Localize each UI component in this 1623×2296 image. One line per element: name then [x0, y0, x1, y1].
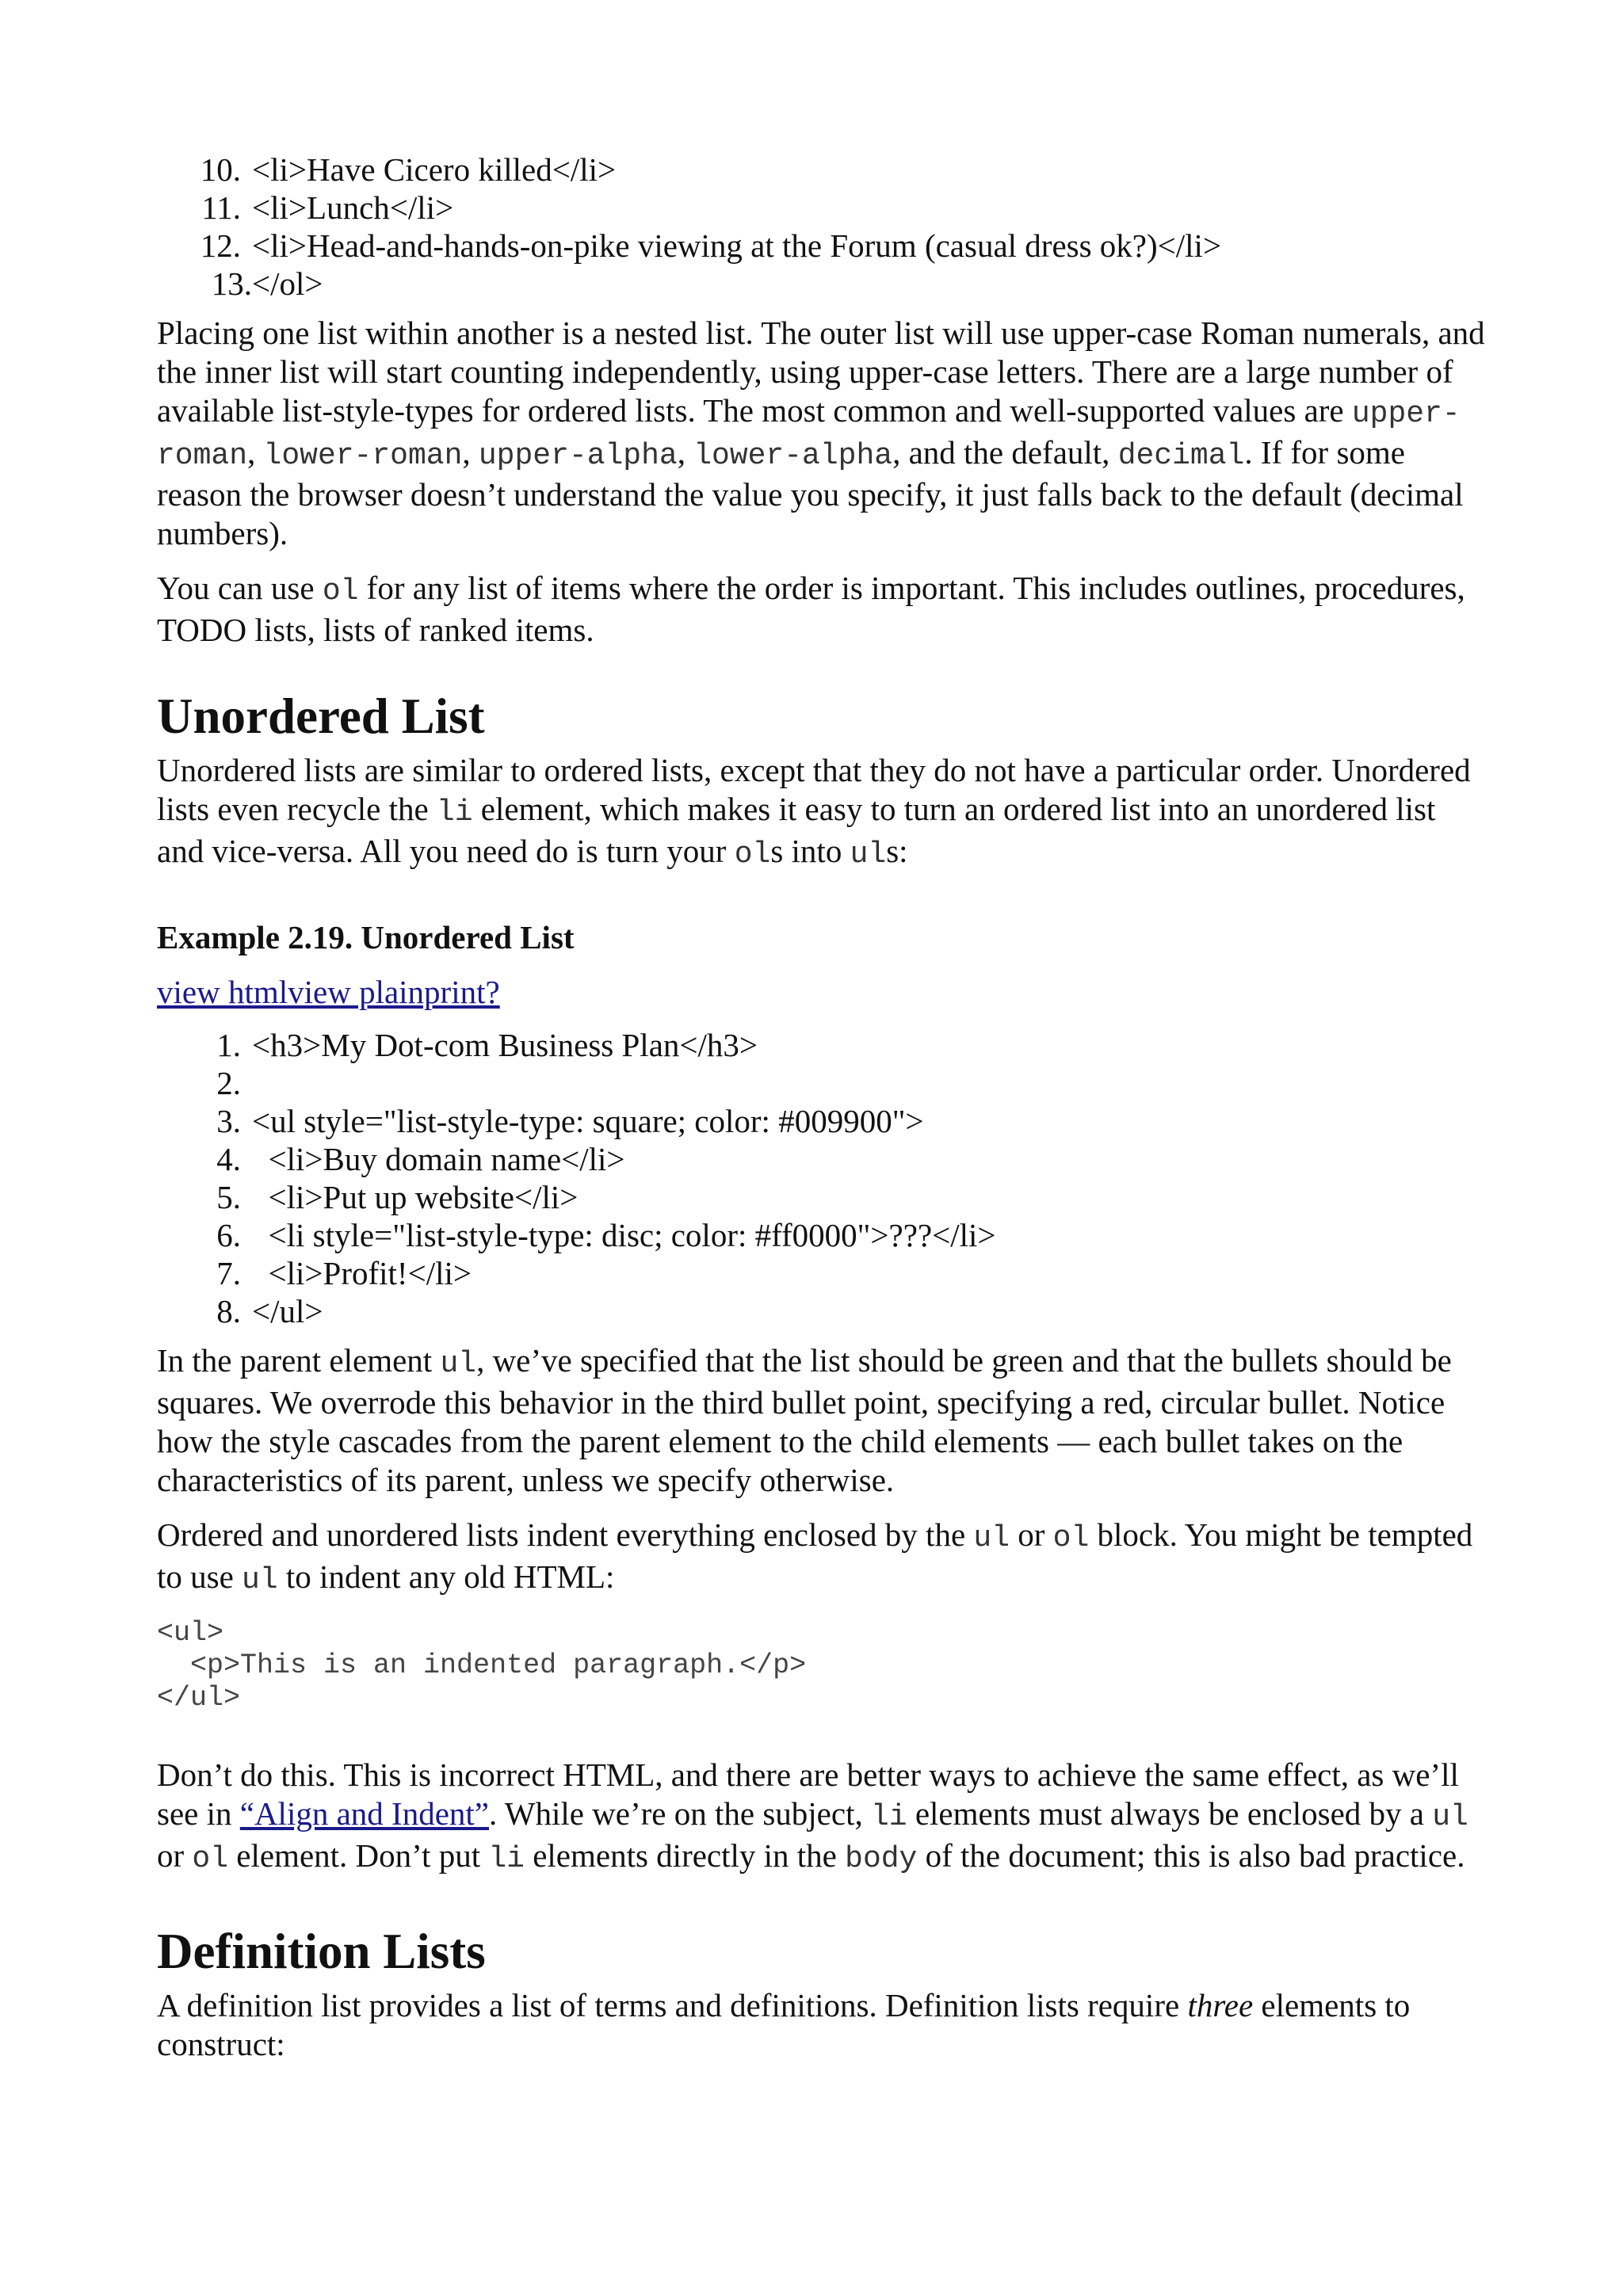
code-block: <ul> <p>This is an indented paragraph.</p> </ul>	[157, 1617, 807, 1714]
code-line: 6. <li style="list-style-type: disc; color: #ff0000">???</li>	[216, 1217, 996, 1253]
code-line: 11. <li>Lunch</li>	[201, 189, 454, 226]
paragraph-definition-intro: A definition list provides a list of terms and definitions. Definition lists require three elements to construct:	[157, 1987, 1411, 2062]
example-title: Example 2.19. Unordered List	[157, 919, 575, 955]
code-line: 10. <li>Have Cicero killed</li>	[200, 151, 617, 188]
align-and-indent-link[interactable]: “Align and Indent”	[239, 1795, 489, 1832]
code-line: 5. <li>Put up website</li>	[216, 1179, 579, 1215]
paragraph-unordered-intro: Unordered lists are similar to ordered lists, except that they do not have a particular order. Unordered lists even recycle the li element, which makes it easy to turn an ordered list into an unordered list and vice-versa. All you need do is turn your ols into uls:	[157, 752, 1471, 871]
example-code-listing	[157, 1026, 1488, 1330]
paragraph-indent-warning: Ordered and unordered lists indent everything enclosed by the ul or ol block. You might be tempted to use ul to indent any old HTML:	[157, 1516, 1473, 1597]
document-page	[157, 151, 1488, 2064]
code-line: 7. <li>Profit!</li>	[216, 1255, 472, 1291]
heading-definition-lists: Definition Lists	[157, 1924, 486, 1979]
code-line: 3. <ul style="list-style-type: square; color: #009900">	[216, 1103, 924, 1139]
paragraph-ol-usage: You can use ol for any list of items where the order is important. This includes outlines, procedures, TODO lists, lists of ranked items.	[157, 570, 1465, 648]
paragraph-dont-do-this: Don’t do this. This is incorrect HTML, and there are better ways to achieve the same effect, as we’ll see in “Align and Indent”. While we’re on the subject, li elements must always be enclosed by a ul or ol element. Don’t put li elements directly in the body of the document; this is also bad practice.	[157, 1756, 1468, 1876]
code-line: 13. </ol>	[211, 265, 323, 302]
paragraph-nested-list: Placing one list within another is a nested list. The outer list will use upper-case Roman numerals, and the inner list will start counting independently, using upper-case letters. There are a large number of available list-style-types for ordered lists. The most common and well-supported values are upper-roman, lower-roman, upper-alpha, lower-alpha, and the default, decimal. If for some reason the browser doesn’t understand the value you specify, it just falls back to the default (decimal numbers).	[157, 315, 1485, 551]
code-line: 2.	[216, 1065, 241, 1101]
code-line: 8. </ul>	[216, 1293, 323, 1329]
top-code-listing	[157, 151, 1488, 303]
heading-unordered-list: Unordered List	[157, 688, 485, 744]
code-line: 1. <h3>My Dot-com Business Plan</h3>	[216, 1027, 758, 1063]
code-line: 4. <li>Buy domain name</li>	[216, 1141, 625, 1177]
view-html-link[interactable]: view htmlview plainprint?	[157, 974, 500, 1010]
paragraph-ul-explanation: In the parent element ul, we’ve specified that the list should be green and that the bullets should be squares. We overrode this behavior in the third bullet point, specifying a red, circular bullet. Notice how the style cascades from the parent element to the child elements — each bullet takes on the characteristics of its parent, unless we specify otherwise.	[157, 1342, 1452, 1498]
example-view-links	[157, 973, 1488, 1012]
code-line: 12. <li>Head-and-hands-on-pike viewing at the Forum (casual dress ok?)</li>	[200, 227, 1222, 264]
